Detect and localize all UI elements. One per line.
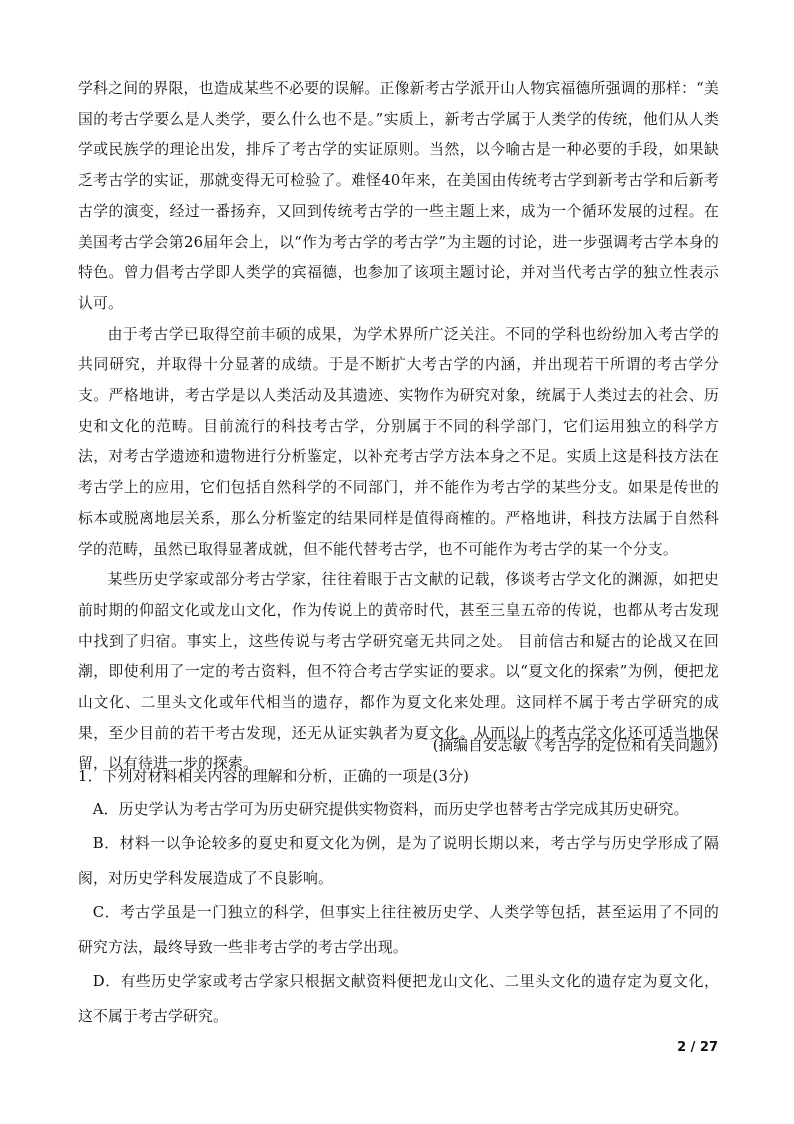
option-a: A．历史学认为考古学可为历史研究提供实物资料，而历史学也替考古学完成其历史研究。 [92,800,689,818]
passage [78,74,719,780]
page-number: 2 / 27 [677,1040,718,1055]
question-stem: 1．下列对材料相关内容的理解和分析，正确的一项是(3分) [78,768,470,785]
paragraph-xia-culture: 某些历史学家或部分考古学家，往往着眼于古文献的记载，侈谈考古学文化的渊源，如把史前时期的仰韶文化或龙山文化，作为传说上的黄帝时代，甚至三皇五帝的传说，也都从考古发现中找到了归宿。事实上，这些传说与考古学研究毫无共同之处。 目前信古和疑古的论战又在回潮，即使利用了一定的考古资料，但不符合考古学实证的要求。以“夏文化的探索”为例，便把龙山文化、二里头文化或年代相当的遗存，都作为夏文化来处理。这同样不属于考古学研究的成果，至少目前的若干考古发现，还无从证实孰者为夏文化。从而以上的考古学文化还可适当地保留，以有待进一步的探索。 [78,571,719,773]
option-d: D．有些历史学家或考古学家只根据文献资料便把龙山文化、二里头文化的遗存定为夏文化，这不属于考古学研究。 [78,973,719,1025]
option-c: C．考古学虽是一门独立的科学，但事实上往往被历史学、人类学等包括，甚至运用了不同的研究方法，最终导致一些非考古学的考古学出现。 [78,904,719,956]
source-citation: (摘编自安志敏《考古学的定位和有关问题》) [432,737,718,754]
paragraph-tech-archaeology: 由于考古学已取得空前丰硕的成果，为学术界所广泛关注。不同的学科也纷纷加入考古学的共同研究，并取得十分显著的成绩。于是不断扩大考古学的内涵，并出现若干所谓的考古学分支。严格地讲，考古学是以人类活动及其遗迹、实物作为研究对象，统属于人类过去的社会、历史和文化的范畴。目前流行的科技考古学，分别属于不同的科学部门，它们运用独立的科学方法，对考古学遗迹和遗物进行分析鉴定，以补充考古学方法本身之不足。实质上这是科技方法在考古学上的应用，它们包括自然科学的不同部门，并不能作为考古学的某些分支。如果是传世的标本或脱离地层关系，那么分析鉴定的结果同样是值得商榷的。严格地讲，科技方法属于自然科学的范畴，虽然已取得显著成就，但不能代替考古学，也不可能作为考古学的某一个分支。 [78,325,719,558]
option-b: B．材料一以争论较多的夏史和夏文化为例，是为了说明长期以来，考古学与历史学形成了隔阂，对历史学科发展造成了不良影响。 [78,835,719,887]
question-block [78,762,719,1034]
paragraph-continued: 学科之间的界限，也造成某些不必要的误解。正像新考古学派开山人物宾福德所强调的那样：“美国的考古学要么是人类学，要么什么也不是。”实质上，新考古学属于人类学的传统，他们从人类学或民族学的理论出发，排斥了考古学的实证原则。当然，以今喻古是一种必要的手段，如果缺乏考古学的实证，那就变得无可检验了。难怪40年来，在美国由传统考古学到新考古学和后新考古学的演变，经过一番扬弃，又回到传统考古学的一些主题上来，成为一个循环发展的过程。在美国考古学会第26届年会上，以“作为考古学的考古学”为主题的讨论，进一步强调考古学本身的特色。曾力倡考古学即人类学的宾福德，也参加了该项主题讨论，并对当代考古学的独立性表示认可。 [78,80,719,312]
